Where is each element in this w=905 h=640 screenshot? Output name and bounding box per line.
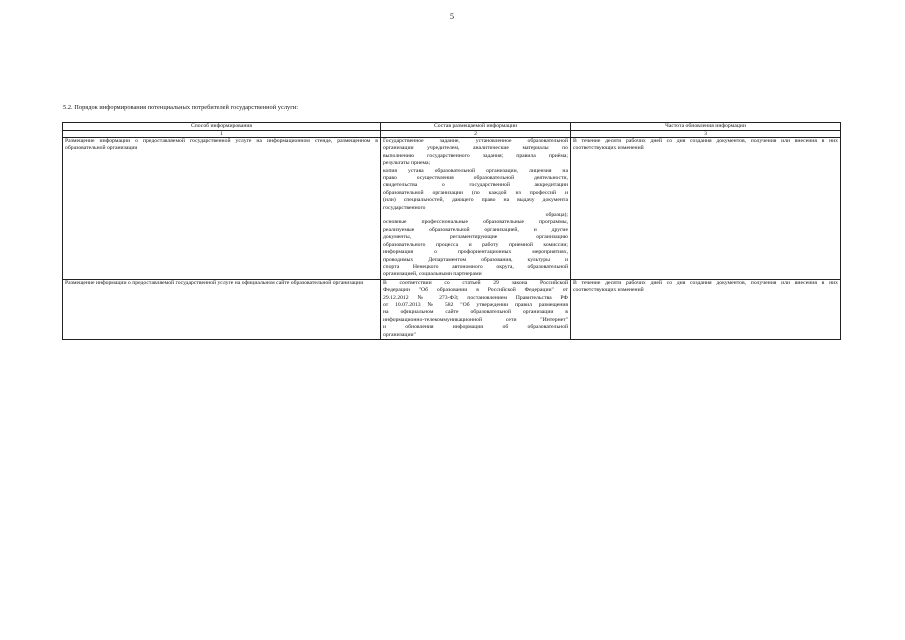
row-1-content-line: образовательной организации (по каждой из профессий и — [383, 189, 568, 196]
row-1-content-line: информация о профориентационных мероприятиях, — [383, 249, 568, 256]
row-2-content-line: и обновления информации об образовательной — [383, 324, 568, 331]
row-2-content-line: от 10.07.2013 № 582 "Об утверждении правил размещения — [383, 301, 568, 308]
row-1-content-line: организации учредителем, аналитические материалы по — [383, 145, 568, 152]
header-frequency: Частота обновления информации — [571, 123, 841, 131]
row-1-content-line: организацией, социальными партнерами — [383, 271, 482, 278]
row-1-content-line: копия устава образовательной организации, лицензия на — [383, 167, 568, 174]
row-1-content-line: основные профессиональные образовательные программы, — [383, 219, 568, 226]
column-number-2: 2 — [381, 131, 571, 138]
row-1-content-line: проводимых Департаментом образования, культуры и — [383, 256, 568, 263]
row-1-content-line: образовательного процесса и работу приемной комиссии; — [383, 241, 568, 248]
section-heading: 5.2. Порядок информирования потенциальных потребителей государственной услуги: — [63, 104, 299, 111]
informing-procedure-table — [62, 122, 841, 340]
row-1-content-line: право осуществления образовательной деятельности, — [383, 175, 568, 182]
row-2-content-line: информационно-телекоммуникационной сети "Интернет" — [383, 316, 568, 323]
column-number-row — [63, 131, 841, 138]
header-method: Способ информирования — [63, 123, 381, 131]
row-1-content-line: выполнению государственного задания; правила приёма; — [383, 152, 568, 159]
row-1-content — [381, 138, 571, 280]
column-number-3: 3 — [571, 131, 841, 138]
row-1-content-line: (или) специальностей, дающего право на выдачу документа — [383, 197, 568, 204]
row-2-content — [381, 279, 571, 339]
row-2-frequency: В течение десяти рабочих дней со дня создания документов, получения или внесения в них соответствующих изменений — [571, 279, 841, 339]
column-number-1: 1 — [63, 131, 381, 138]
header-content: Состав размещаемой информации — [381, 123, 571, 131]
row-1-content-line: образца); — [545, 212, 568, 219]
row-1-frequency: В течение десяти рабочих дней со дня создания документов, получения или внесения в них соответствующих изменений — [571, 138, 841, 280]
row-1-content-line: спорта Ненецкого автономного округа, образовательной — [383, 263, 568, 270]
row-2-content-line: организации" — [383, 331, 416, 338]
row-2-content-line: на официальном сайте образовательной организации в — [383, 309, 568, 316]
table-row — [63, 138, 841, 280]
row-2-content-line: В соответствии со статьей 29 закона Российской — [383, 279, 568, 286]
row-2-content-line: 29.12.2012 № 273-ФЗ; постановлением Правительства РФ — [383, 294, 568, 301]
row-2-content-line: Федерации "Об образовании в Российской Федерации" от — [383, 287, 568, 294]
row-1-content-line: государственного — [383, 204, 426, 211]
row-1-content-line: документы, регламентирующие организацию — [383, 234, 568, 241]
row-2-method: Размещение информации о предоставляемой государственной услуге на официальном сайте образовательной организации — [63, 279, 381, 339]
row-1-content-line: свидетельства о государственной аккредитации — [383, 182, 568, 189]
table-row — [63, 279, 841, 339]
row-1-content-line: реализуемые образовательной организацией, и другие — [383, 226, 568, 233]
row-1-content-line: результаты приема; — [383, 160, 431, 167]
row-1-content-line: Государственное задание, установленное образовательной — [383, 138, 568, 144]
row-1-method: Размещение информации о предоставляемой государственной услуге на информационном стенде, размещенном в образовательной организации — [63, 138, 381, 280]
page-number: 5 — [450, 12, 454, 21]
table-header-row — [63, 123, 841, 131]
